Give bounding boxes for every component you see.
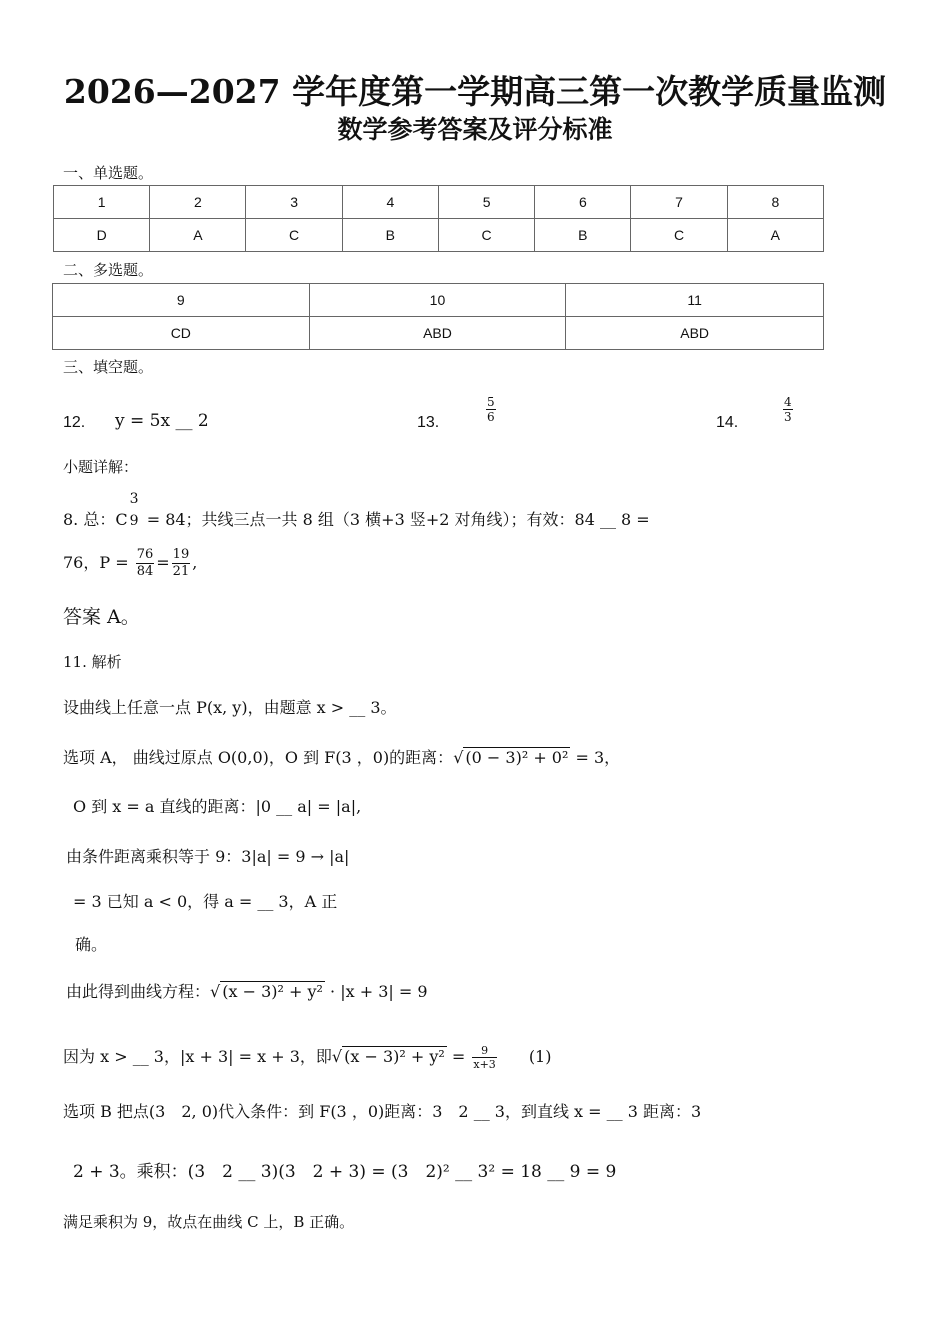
table-cell: ABD	[566, 317, 824, 350]
table-cell: B	[342, 219, 438, 252]
q8-line-2: 76，P = $\frac{76}{84}$ = $\frac{19}{21}$ ,	[63, 547, 198, 579]
fraction: $\frac{19}{21}$	[172, 547, 190, 579]
table-cell: 5	[438, 186, 534, 219]
table-cell: C	[246, 219, 342, 252]
table-cell: B	[535, 219, 631, 252]
multi-choice-table	[52, 283, 824, 350]
square-root: √ (x − 3)² + y²	[331, 1047, 445, 1066]
table-cell: 6	[535, 186, 631, 219]
fraction: $\frac{76}{84}$	[136, 547, 154, 579]
table-cell: CD	[53, 317, 310, 350]
table-cell: C	[631, 219, 727, 252]
table-cell: D	[54, 219, 150, 252]
q8-answer: 答案 A。	[63, 606, 140, 628]
section-single-choice-label: 一、单选题。	[63, 164, 154, 182]
q11-line-6: 确。	[75, 935, 108, 954]
q11-line-9: 选项 B 把点(3 2, 0)代入条件：到 F(3 ，0)距离：3 2 __ 3，到直线 x = __ 3 距离：3	[63, 1102, 702, 1121]
table-cell: 10	[309, 284, 566, 317]
q14-answer	[781, 395, 795, 424]
table-cell: 4	[342, 186, 438, 219]
square-root: √ (x − 3)² + y²	[210, 982, 323, 1001]
fraction: $\frac{5}{6}$	[487, 395, 495, 424]
fraction: $\frac{9}{x+3}$	[473, 1044, 496, 1071]
q11-line-3: O 到 x = a 直线的距离：|0 __ a| = |a|,	[73, 797, 362, 816]
table-row	[53, 284, 824, 317]
single-choice-table	[53, 185, 824, 252]
q11-line-11: 满足乘积为 9，故点在曲线 C 上，B 正确。	[63, 1213, 355, 1231]
table-cell: C	[438, 219, 534, 252]
page-title: 2026—2027 学年度第一学期高三第一次教学质量监测	[63, 72, 887, 111]
table-cell: ABD	[309, 317, 566, 350]
q11-line-5: = 3 已知 a < 0，得 a = __ 3，A 正	[73, 892, 338, 911]
q13-answer	[484, 395, 498, 424]
combination-indices: 3 9	[129, 491, 139, 529]
q8-line-1: 8. 总：C 3 9 = 84；共线三点一共 8 组（3 横+3 竖+2 对角线）；有效：84 __ 8 =	[63, 491, 650, 529]
section-fill-blank-label: 三、填空题。	[63, 358, 154, 376]
table-row	[54, 186, 824, 219]
table-cell: 7	[631, 186, 727, 219]
table-cell: A	[727, 219, 823, 252]
table-cell: 8	[727, 186, 823, 219]
q11-line-1: 设曲线上任意一点 P(x, y)，由题意 x > __ 3。	[63, 698, 397, 717]
fraction: $\frac{4}{3}$	[784, 395, 792, 424]
q12-number: 12.	[63, 414, 86, 431]
table-cell: 2	[150, 186, 246, 219]
q14-number: 14.	[716, 414, 739, 431]
square-root: √ (0 − 3)² + 0²	[453, 748, 569, 767]
table-cell: 9	[53, 284, 310, 317]
q11-line-7: 由此得到曲线方程：√ (x − 3)² + y² · |x + 3| = 9	[66, 982, 428, 1001]
table-row	[53, 317, 824, 350]
table-cell: 11	[566, 284, 824, 317]
q13-number: 13.	[417, 414, 440, 431]
q11-line-4: 由条件距离乘积等于 9：3|a| = 9 → |a|	[66, 847, 350, 866]
table-cell: 3	[246, 186, 342, 219]
q11-line-10: 2 + 3。乘积：(3 2 __ 3)(3 2 + 3) = (3 2)² __ 3² = 18 __ 9 = 9	[73, 1162, 617, 1182]
details-label: 小题详解：	[63, 458, 139, 476]
q12-answer: y = 5x __ 2	[115, 411, 209, 431]
section-multi-choice-label: 二、多选题。	[63, 261, 154, 279]
table-row	[54, 219, 824, 252]
q11-line-2: 选项 A， 曲线过原点 O(0,0)，O 到 F(3 ，0)的距离：√ (0 − 3)² + 0² = 3，	[63, 748, 621, 767]
table-cell: A	[150, 219, 246, 252]
q11-line-8: 因为 x > __ 3，|x + 3| = x + 3，即√ (x − 3)² + y² = $\frac{9}{x+3}$ (1)	[63, 1044, 552, 1071]
page-subtitle: 数学参考答案及评分标准	[337, 115, 613, 144]
q11-title: 11. 解析	[63, 653, 122, 671]
table-cell: 1	[54, 186, 150, 219]
